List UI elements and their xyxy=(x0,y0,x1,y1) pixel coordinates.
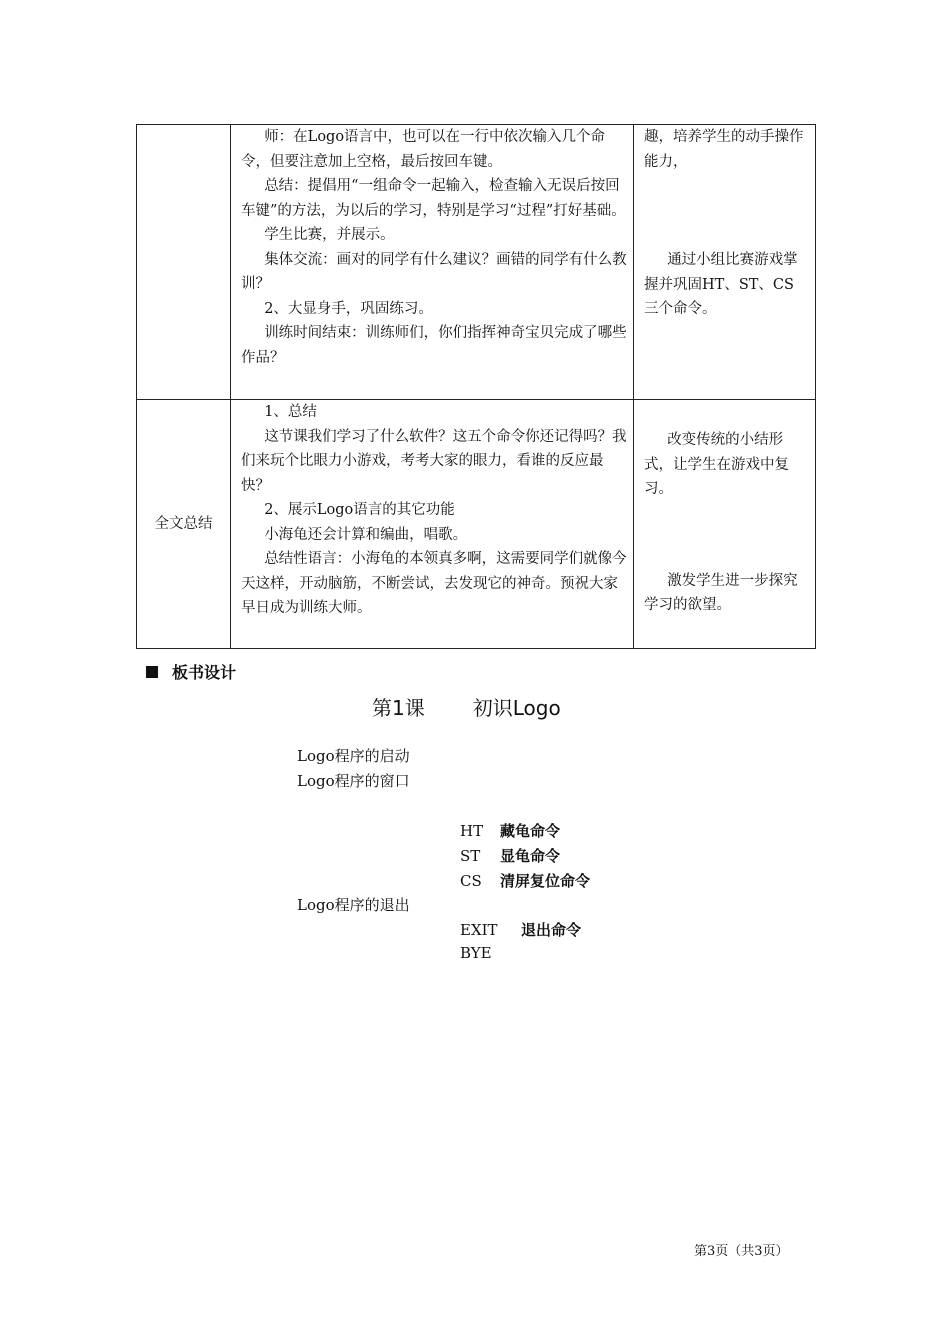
table-row xyxy=(137,125,816,400)
intent-line: 通过小组比赛游戏掌握并巩固HT、ST、CS三个命令。 xyxy=(644,252,798,317)
process-line: 集体交流：画对的同学有什么建议？画错的同学有什么教训？ xyxy=(241,251,627,292)
command-desc: 清屏复位命令 xyxy=(500,872,591,890)
command-line xyxy=(460,870,590,891)
intent-line: 趣，培养学生的动手操作能力， xyxy=(644,129,804,170)
command-desc: 退出命令 xyxy=(521,921,582,939)
command-line xyxy=(460,944,492,962)
process-cell xyxy=(231,400,634,649)
section-heading-text: 板书设计 xyxy=(172,663,237,682)
process-line: 训练时间结束：训练师们，你们指挥神奇宝贝完成了哪些作品？ xyxy=(241,325,627,366)
command-line xyxy=(460,845,560,866)
lesson-number: 第1课 xyxy=(372,696,425,720)
process-line: 师：在Logo语言中，也可以在一行中依次输入几个命令，但要注意加上空格，最后按回车键。 xyxy=(241,129,606,170)
process-line: 总结性语言：小海龟的本领真多啊，这需要同学们就像今天这样，开动脑筋，不断尝试，去发现它的神奇。预祝大家早日成为训练大师。 xyxy=(241,551,627,616)
page-footer: 第3页（共3页） xyxy=(694,1244,789,1259)
command-code: BYE xyxy=(460,944,492,962)
board-title xyxy=(372,692,561,721)
process-line: 小海龟还会计算和编曲，唱歌。 xyxy=(264,526,468,543)
intent-line: 激发学生进一步探究学习的欲望。 xyxy=(644,572,798,613)
board-item: Logo程序的退出 xyxy=(297,896,410,914)
command-code: CS xyxy=(460,872,482,890)
intent-cell xyxy=(634,125,816,400)
command-line xyxy=(460,919,581,940)
process-line: 2、大显身手，巩固练习。 xyxy=(264,300,433,317)
square-bullet-icon xyxy=(146,666,158,678)
command-line xyxy=(460,820,560,841)
command-desc: 藏龟命令 xyxy=(500,822,561,840)
intent-line: 改变传统的小结形式，让学生在游戏中复习。 xyxy=(644,432,789,497)
stage-cell xyxy=(137,125,231,400)
board-item: Logo程序的窗口 xyxy=(297,772,410,790)
process-line: 学生比赛，并展示。 xyxy=(264,227,395,243)
section-heading xyxy=(146,660,236,683)
process-line: 1、总结 xyxy=(264,404,317,420)
command-code: EXIT xyxy=(460,921,498,939)
lesson-plan-table xyxy=(136,124,816,649)
table-row xyxy=(137,400,816,649)
lesson-title: 初识Logo xyxy=(472,696,561,720)
process-line: 2、展示Logo语言的其它功能 xyxy=(264,502,455,518)
process-line: 总结：提倡用“一组命令一起输入，检查输入无误后按回车键”的方法，为以后的学习，特别是学习“过程”打好基础。 xyxy=(241,178,626,219)
command-desc: 显龟命令 xyxy=(500,847,561,865)
intent-cell xyxy=(634,400,816,649)
process-line: 这节课我们学习了什么软件？这五个命令你还记得吗？我们来玩个比眼力小游戏，考考大家的眼力，看谁的反应最快？ xyxy=(241,428,627,494)
command-code: HT xyxy=(460,822,484,840)
stage-cell: 全文总结 xyxy=(137,400,231,649)
command-code: ST xyxy=(460,847,481,865)
board-item: Logo程序的启动 xyxy=(297,747,410,765)
process-cell xyxy=(231,125,634,400)
